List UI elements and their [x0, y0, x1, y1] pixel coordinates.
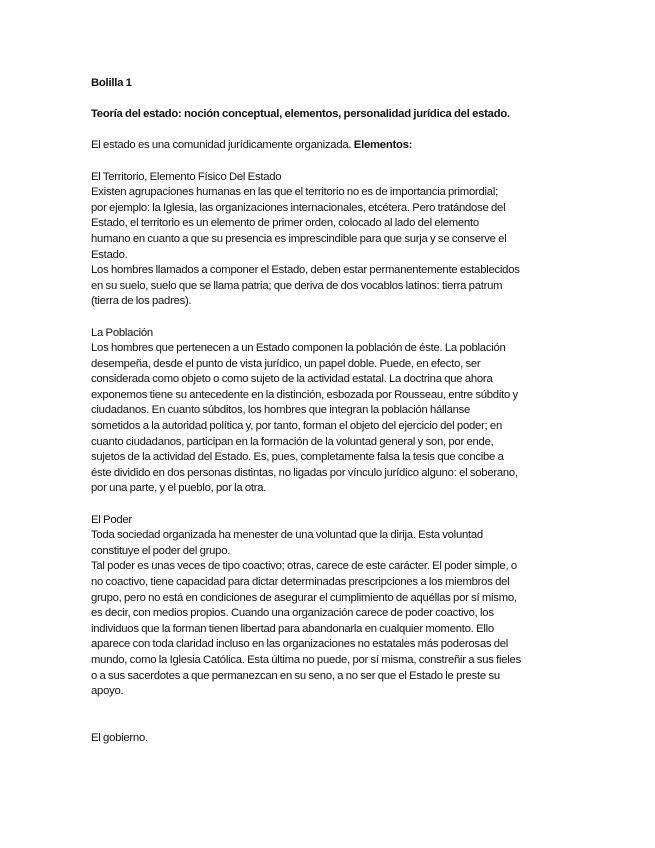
- text-line: Tal poder es unas veces de tipo coactivo; otras, carece de este carácter. El poder simple, o: [91, 560, 517, 573]
- text-line: es decir, con medios propios. Cuando una organización carece de poder coactivo, los: [91, 607, 494, 620]
- section-poblacion: [91, 326, 571, 498]
- text-line: Los hombres llamados a componer el Estado, deben estar permanentemente establecidos: [91, 264, 520, 277]
- section-title: La Población: [91, 326, 153, 339]
- text-line: por ejemplo: la Iglesia, las organizaciones internacionales, etcétera. Pero tratándose del: [91, 201, 506, 214]
- text-line: cuanto ciudadanos, participan en la formación de la voluntad general y son, por ende,: [91, 435, 494, 448]
- text-line: no coactivo, tiene capacidad para dictar determinadas prescripciones a los miembros del: [91, 576, 510, 588]
- text-line: Estado, el territorio es un elemento de primer orden, colocado al lado del elemento: [91, 217, 479, 230]
- text-line: Los hombres que pertenecen a un Estado componen la población de éste. La población: [91, 342, 506, 355]
- text-line: éste dividido en dos personas distintas, no ligadas por vínculo jurídico alguno: el soberano,: [91, 466, 518, 479]
- section-territorio: [91, 170, 571, 310]
- text-line: Toda sociedad organizada ha menester de una voluntad que la dirija. Esta voluntad: [91, 529, 483, 542]
- text-line: aparece con toda claridad incluso en las organizaciones no estatales más poderosas del: [91, 638, 509, 651]
- section-title: El Poder: [91, 513, 132, 526]
- text-line: desempeña, desde el punto de vista jurídico, un papel doble. Puede, en efecto, ser: [91, 357, 481, 370]
- section-title: El Territorio, Elemento Físico Del Estado: [91, 170, 282, 183]
- document-body: [91, 76, 571, 746]
- document-subtitle: Teoría del estado: noción conceptual, elementos, personalidad jurídica del estado.: [91, 108, 510, 121]
- intro-bold-label: Elementos:: [353, 139, 413, 152]
- text-line: o a sus sacerdotes a que permanezcan en su seno, a no ser que el Estado le preste su: [91, 669, 500, 682]
- text-line: Estado.: [91, 248, 128, 261]
- text-line: humano en cuanto a que su presencia es imprescindible para que surja y se conserve el: [91, 232, 507, 245]
- text-line: en su suelo, suelo que se llama patria; que deriva de dos vocablos latinos: tierra patrum: [91, 279, 503, 292]
- text-line: sometidos a la autoridad política y, por tanto, forman el objeto del ejercicio del poder; en: [91, 420, 502, 433]
- document-heading: Bolilla 1: [91, 77, 132, 89]
- text-line: por una parte, y el pueblo, por la otra.: [91, 482, 267, 495]
- intro-text: El estado es una comunidad jurídicamente organizada.: [91, 139, 352, 152]
- text-line: Existen agrupaciones humanas en las que el territorio no es de importancia primordial;: [91, 186, 498, 199]
- text-line: considerada como objeto o como sujeto de la actividad estatal. La doctrina que ahora: [91, 373, 493, 386]
- closing-heading: El gobierno.: [91, 731, 148, 744]
- text-line: exponemos tiene su antecedente en la distinción, esbozada por Rousseau, entre súbdito y: [91, 388, 518, 401]
- text-line: sujetos de la actividad del Estado. Es, pues, completamente falsa la tesis que concibe a: [91, 451, 504, 464]
- text-line: apoyo.: [91, 685, 124, 698]
- text-line: ciudadanos. En cuanto súbditos, los hombres que integran la población hállanse: [91, 404, 471, 417]
- text-line: grupo, pero no está en condiciones de asegurar el cumplimiento de aquéllas por sí mismo,: [91, 591, 517, 604]
- intro-paragraph: [91, 138, 571, 154]
- text-line: (tierra de los padres).: [91, 295, 192, 308]
- section-poder: [91, 513, 571, 700]
- text-line: individuos que la forman tienen libertad para abandonarla en cualquier momento. Ello: [91, 622, 494, 635]
- text-line: mundo, como la Iglesia Católica. Esta última no puede, por sí misma, constreñir a sus fieles: [91, 653, 521, 666]
- text-line: constituye el poder del grupo.: [91, 544, 231, 557]
